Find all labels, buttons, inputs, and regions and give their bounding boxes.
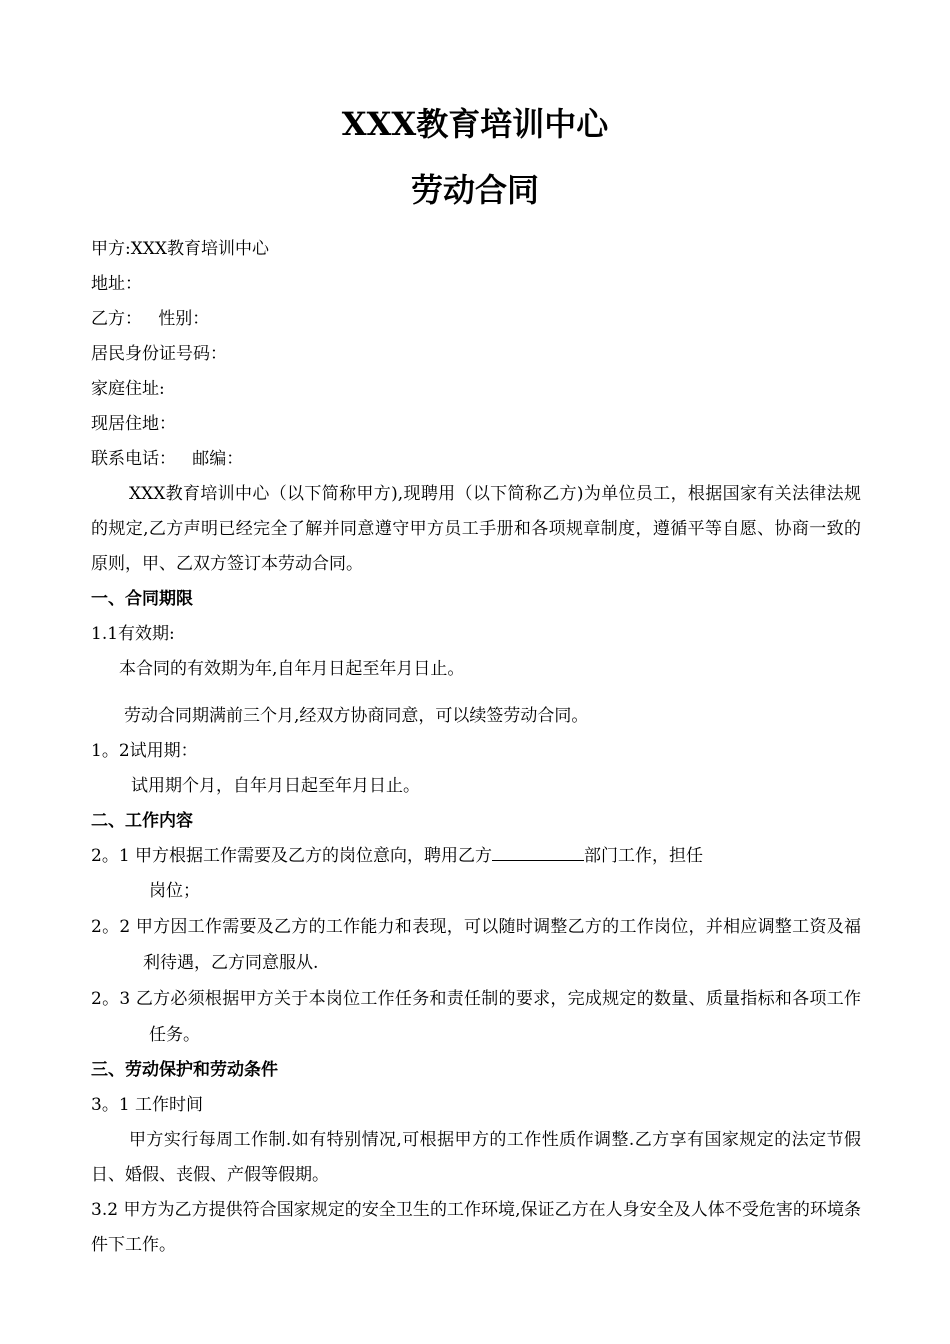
party-b-line: 乙方： 性别： [91, 309, 210, 329]
document-title: 劳动合同 [410, 171, 539, 209]
clause-2-1-position: 岗位； [149, 881, 200, 901]
section-3-heading: 三、劳动保护和劳动条件 [91, 1060, 278, 1080]
clause-1-2: 1。2试用期： [91, 741, 198, 761]
document-title-org: XXX教育培训中心 [341, 105, 609, 143]
clause-2-1-text-b: 部门工作，担任 [584, 846, 704, 866]
clause-2-2: 2。2 甲方因工作需要及乙方的工作能力和表现，可以随时调整乙方的工作岗位，并相应调整工资及福利待遇，乙方同意服从. [91, 917, 861, 973]
clause-1-2-text: 试用期个月，自年月日起至年月日止。 [131, 776, 420, 796]
clause-1-1-text: 本合同的有效期为年,自年月日起至年月日止。 [119, 659, 465, 679]
document-body [91, 232, 861, 1263]
clause-3-1: 3。1 工作时间 [91, 1095, 204, 1115]
clause-2-3: 2。3 乙方必须根据甲方关于本岗位工作任务和责任制的要求，完成规定的数量、质量指标和各项工作任务。 [91, 989, 861, 1045]
clause-1-1: 1.1有效期: [91, 624, 175, 644]
contact-line: 联系电话： 邮编： [91, 449, 244, 469]
current-address-line: 现居住地： [91, 414, 176, 434]
party-a-line: 甲方:XXX教育培训中心 [91, 239, 270, 259]
clause-3-1-text: 甲方实行每周工作制.如有特别情况,可根据甲方的工作性质作调整.乙方享有国家规定的法定节假日、婚假、丧假、产假等假期。 [91, 1130, 861, 1185]
clause-3-2: 3.2 甲方为乙方提供符合国家规定的安全卫生的工作环境,保证乙方在人身安全及人体不受危害的环境条件下工作。 [91, 1200, 861, 1255]
spacer [91, 687, 861, 699]
department-blank [492, 846, 584, 861]
section-2-heading: 二、工作内容 [91, 811, 193, 831]
section-1-heading: 一、合同期限 [91, 589, 193, 609]
intro-paragraph: XXX教育培训中心（以下简称甲方),现聘用（以下简称乙方)为单位员工，根据国家有关法律法规的规定,乙方声明已经完全了解并同意遵守甲方员工手册和各项规章制度，遵循平等自愿、协商一致的原则，甲、乙双方签订本劳动合同。 [91, 484, 861, 574]
id-number-line: 居民身份证号码： [91, 344, 227, 364]
clause-2-1-text-a: 2。1 甲方根据工作需要及乙方的岗位意向，聘用乙方 [91, 846, 493, 866]
clause-renewal-text: 劳动合同期满前三个月,经双方协商同意，可以续签劳动合同。 [124, 706, 589, 726]
home-address-line: 家庭住址: [91, 379, 165, 399]
clause-2-1 [91, 839, 861, 874]
address-line: 地址： [91, 274, 142, 294]
